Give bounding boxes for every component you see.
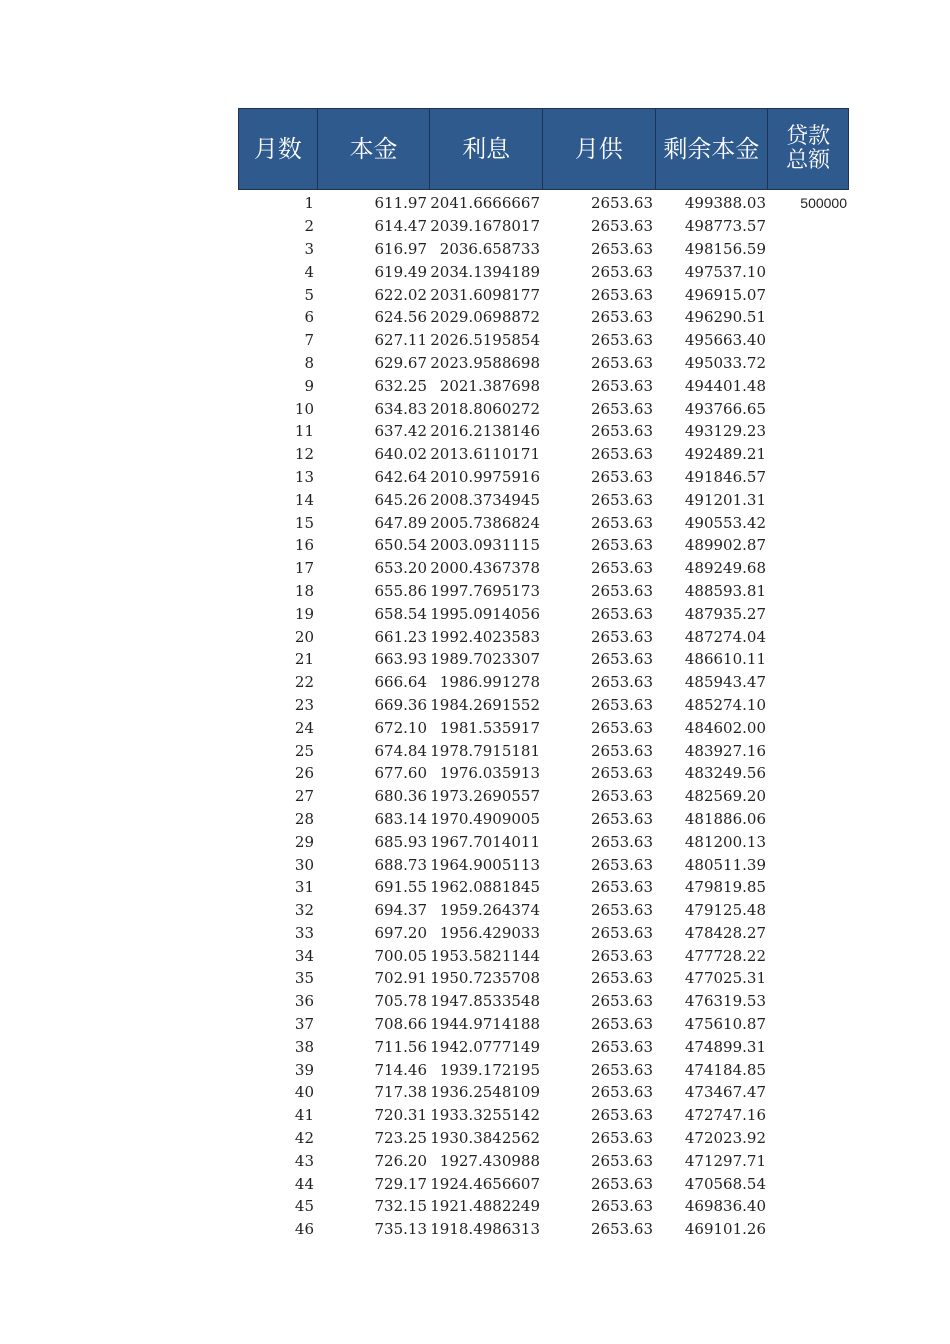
table-row bbox=[238, 853, 849, 876]
cell-payment: 2653.63 bbox=[590, 718, 653, 737]
cell-month: 12 bbox=[294, 445, 314, 464]
cell-interest: 2013.6110171 bbox=[430, 445, 540, 464]
cell-payment: 2653.63 bbox=[590, 1174, 653, 1193]
cell-month: 46 bbox=[294, 1220, 314, 1239]
cell-principal: 735.13 bbox=[374, 1220, 427, 1239]
cell-remaining: 496290.51 bbox=[684, 308, 766, 327]
cell-principal: 720.31 bbox=[374, 1106, 427, 1125]
cell-month: 15 bbox=[294, 513, 314, 532]
cell-interest: 2021.387698 bbox=[439, 376, 540, 395]
cell-payment: 2653.63 bbox=[590, 627, 653, 646]
cell-interest: 2000.4367378 bbox=[430, 559, 540, 578]
cell-interest: 2041.6666667 bbox=[430, 194, 540, 213]
cell-remaining: 493129.23 bbox=[684, 422, 766, 441]
cell-principal: 642.64 bbox=[374, 467, 427, 486]
table-row bbox=[238, 374, 849, 397]
cell-remaining: 489249.68 bbox=[684, 559, 766, 578]
cell-month: 33 bbox=[294, 923, 314, 942]
cell-principal: 632.25 bbox=[374, 376, 427, 395]
table-row bbox=[238, 1081, 849, 1104]
cell-payment: 2653.63 bbox=[590, 445, 653, 464]
cell-remaining: 483249.56 bbox=[684, 764, 766, 783]
cell-payment: 2653.63 bbox=[590, 490, 653, 509]
cell-remaining: 469101.26 bbox=[684, 1220, 766, 1239]
cell-principal: 708.66 bbox=[374, 1015, 427, 1034]
cell-remaining: 481200.13 bbox=[684, 832, 766, 851]
cell-interest: 2005.7386824 bbox=[430, 513, 540, 532]
cell-principal: 619.49 bbox=[374, 262, 427, 281]
cell-remaining: 482569.20 bbox=[684, 787, 766, 806]
cell-month: 24 bbox=[294, 718, 314, 737]
cell-principal: 634.83 bbox=[374, 399, 427, 418]
cell-payment: 2653.63 bbox=[590, 741, 653, 760]
cell-payment: 2653.63 bbox=[590, 1129, 653, 1148]
table-row bbox=[238, 397, 849, 420]
cell-interest: 2018.8060272 bbox=[430, 399, 540, 418]
cell-principal: 680.36 bbox=[374, 787, 427, 806]
table-row bbox=[238, 329, 849, 352]
cell-month: 23 bbox=[294, 695, 314, 714]
table-row bbox=[238, 716, 849, 739]
table-row bbox=[238, 557, 849, 580]
cell-payment: 2653.63 bbox=[590, 992, 653, 1011]
cell-month: 27 bbox=[294, 787, 314, 806]
cell-month: 1 bbox=[304, 194, 314, 213]
header-month: 月数 bbox=[239, 109, 318, 189]
table-row bbox=[238, 625, 849, 648]
cell-interest: 2016.2138146 bbox=[430, 422, 540, 441]
table-row bbox=[238, 1218, 849, 1241]
cell-payment: 2653.63 bbox=[590, 764, 653, 783]
table-row bbox=[238, 580, 849, 603]
header-principal: 本金 bbox=[318, 109, 431, 189]
cell-month: 37 bbox=[294, 1015, 314, 1034]
cell-payment: 2653.63 bbox=[590, 285, 653, 304]
table-row bbox=[238, 443, 849, 466]
table-row bbox=[238, 739, 849, 762]
table-row bbox=[238, 352, 849, 375]
cell-principal: 674.84 bbox=[374, 741, 427, 760]
cell-month: 10 bbox=[294, 399, 314, 418]
cell-interest: 1986.991278 bbox=[439, 673, 540, 692]
cell-principal: 663.93 bbox=[374, 650, 427, 669]
cell-payment: 2653.63 bbox=[590, 331, 653, 350]
cell-month: 8 bbox=[304, 353, 314, 372]
cell-interest: 1978.7915181 bbox=[430, 741, 540, 760]
cell-payment: 2653.63 bbox=[590, 536, 653, 555]
cell-principal: 614.47 bbox=[374, 217, 427, 236]
cell-payment: 2653.63 bbox=[590, 1197, 653, 1216]
cell-principal: 702.91 bbox=[374, 969, 427, 988]
cell-remaining: 479125.48 bbox=[684, 901, 766, 920]
cell-month: 14 bbox=[294, 490, 314, 509]
cell-month: 36 bbox=[294, 992, 314, 1011]
cell-interest: 1964.9005113 bbox=[430, 855, 540, 874]
cell-payment: 2653.63 bbox=[590, 946, 653, 965]
cell-payment: 2653.63 bbox=[590, 422, 653, 441]
cell-interest: 1953.5821144 bbox=[430, 946, 540, 965]
cell-principal: 705.78 bbox=[374, 992, 427, 1011]
cell-remaining: 485943.47 bbox=[684, 673, 766, 692]
cell-remaining: 474899.31 bbox=[684, 1037, 766, 1056]
cell-remaining: 478428.27 bbox=[684, 923, 766, 942]
cell-interest: 1997.7695173 bbox=[430, 581, 540, 600]
cell-payment: 2653.63 bbox=[590, 969, 653, 988]
cell-payment: 2653.63 bbox=[590, 787, 653, 806]
cell-interest: 1942.0777149 bbox=[430, 1037, 540, 1056]
cell-payment: 2653.63 bbox=[590, 353, 653, 372]
cell-remaining: 477025.31 bbox=[684, 969, 766, 988]
cell-interest: 2026.5195854 bbox=[430, 331, 540, 350]
table-row bbox=[238, 1149, 849, 1172]
cell-interest: 2039.1678017 bbox=[430, 217, 540, 236]
cell-month: 29 bbox=[294, 832, 314, 851]
cell-interest: 2031.6098177 bbox=[430, 285, 540, 304]
cell-interest: 1970.4909005 bbox=[430, 809, 540, 828]
cell-principal: 616.97 bbox=[374, 239, 427, 258]
header-monthly-payment: 月供 bbox=[543, 109, 656, 189]
cell-month: 43 bbox=[294, 1151, 314, 1170]
cell-remaining: 497537.10 bbox=[684, 262, 766, 281]
cell-interest: 1962.0881845 bbox=[430, 878, 540, 897]
table-row bbox=[238, 648, 849, 671]
cell-remaining: 477728.22 bbox=[684, 946, 766, 965]
cell-remaining: 473467.47 bbox=[684, 1083, 766, 1102]
cell-payment: 2653.63 bbox=[590, 809, 653, 828]
header-interest: 利息 bbox=[430, 109, 543, 189]
table-row bbox=[238, 488, 849, 511]
cell-month: 4 bbox=[304, 262, 314, 281]
cell-principal: 711.56 bbox=[374, 1037, 427, 1056]
table-row bbox=[238, 1172, 849, 1195]
cell-remaining: 487274.04 bbox=[684, 627, 766, 646]
cell-month: 42 bbox=[294, 1129, 314, 1148]
table-row bbox=[238, 671, 849, 694]
table-row bbox=[238, 785, 849, 808]
cell-interest: 2029.0698872 bbox=[430, 308, 540, 327]
cell-interest: 1989.7023307 bbox=[430, 650, 540, 669]
cell-remaining: 491201.31 bbox=[684, 490, 766, 509]
cell-principal: 655.86 bbox=[374, 581, 427, 600]
cell-remaining: 480511.39 bbox=[684, 855, 766, 874]
cell-remaining: 469836.40 bbox=[684, 1197, 766, 1216]
cell-principal: 645.26 bbox=[374, 490, 427, 509]
cell-payment: 2653.63 bbox=[590, 1037, 653, 1056]
cell-payment: 2653.63 bbox=[590, 604, 653, 623]
cell-principal: 647.89 bbox=[374, 513, 427, 532]
cell-payment: 2653.63 bbox=[590, 1106, 653, 1125]
cell-principal: 666.64 bbox=[374, 673, 427, 692]
cell-remaining: 472747.16 bbox=[684, 1106, 766, 1125]
table-row bbox=[238, 534, 849, 557]
cell-remaining: 470568.54 bbox=[684, 1174, 766, 1193]
cell-month: 17 bbox=[294, 559, 314, 578]
header-remaining-principal: 剩余本金 bbox=[656, 109, 769, 189]
cell-principal: 700.05 bbox=[374, 946, 427, 965]
cell-payment: 2653.63 bbox=[590, 559, 653, 578]
cell-month: 30 bbox=[294, 855, 314, 874]
cell-month: 18 bbox=[294, 581, 314, 600]
cell-interest: 1956.429033 bbox=[439, 923, 540, 942]
table-row bbox=[238, 808, 849, 831]
cell-interest: 1930.3842562 bbox=[430, 1129, 540, 1148]
cell-payment: 2653.63 bbox=[590, 194, 653, 213]
cell-month: 21 bbox=[294, 650, 314, 669]
cell-payment: 2653.63 bbox=[590, 673, 653, 692]
table-row bbox=[238, 283, 849, 306]
cell-principal: 694.37 bbox=[374, 901, 427, 920]
table-row bbox=[238, 420, 849, 443]
cell-month: 9 bbox=[304, 376, 314, 395]
cell-remaining: 486610.11 bbox=[684, 650, 766, 669]
cell-remaining: 475610.87 bbox=[684, 1015, 766, 1034]
cell-principal: 691.55 bbox=[374, 878, 427, 897]
cell-month: 5 bbox=[304, 285, 314, 304]
cell-month: 32 bbox=[294, 901, 314, 920]
cell-principal: 714.46 bbox=[374, 1060, 427, 1079]
cell-principal: 653.20 bbox=[374, 559, 427, 578]
cell-principal: 622.02 bbox=[374, 285, 427, 304]
cell-remaining: 483927.16 bbox=[684, 741, 766, 760]
table-row bbox=[238, 238, 849, 261]
cell-principal: 726.20 bbox=[374, 1151, 427, 1170]
header-loan-total: 贷款 总额 bbox=[786, 124, 831, 173]
cell-payment: 2653.63 bbox=[590, 878, 653, 897]
cell-principal: 624.56 bbox=[374, 308, 427, 327]
table-row bbox=[238, 260, 849, 283]
cell-principal: 677.60 bbox=[374, 764, 427, 783]
cell-interest: 1950.7235708 bbox=[430, 969, 540, 988]
cell-payment: 2653.63 bbox=[590, 1220, 653, 1239]
cell-principal: 640.02 bbox=[374, 445, 427, 464]
cell-month: 19 bbox=[294, 604, 314, 623]
table-row bbox=[238, 306, 849, 329]
cell-interest: 1967.7014011 bbox=[430, 832, 540, 851]
cell-month: 2 bbox=[304, 217, 314, 236]
table-row bbox=[238, 192, 849, 215]
cell-remaining: 479819.85 bbox=[684, 878, 766, 897]
cell-payment: 2653.63 bbox=[590, 217, 653, 236]
cell-remaining: 471297.71 bbox=[684, 1151, 766, 1170]
cell-interest: 2034.1394189 bbox=[430, 262, 540, 281]
cell-interest: 1973.2690557 bbox=[430, 787, 540, 806]
table-row bbox=[238, 215, 849, 238]
cell-payment: 2653.63 bbox=[590, 832, 653, 851]
cell-principal: 650.54 bbox=[374, 536, 427, 555]
cell-principal: 627.11 bbox=[374, 331, 427, 350]
cell-principal: 683.14 bbox=[374, 809, 427, 828]
cell-remaining: 495663.40 bbox=[684, 331, 766, 350]
cell-interest: 1947.8533548 bbox=[430, 992, 540, 1011]
cell-payment: 2653.63 bbox=[590, 308, 653, 327]
cell-payment: 2653.63 bbox=[590, 1083, 653, 1102]
cell-principal: 672.10 bbox=[374, 718, 427, 737]
cell-remaining: 488593.81 bbox=[684, 581, 766, 600]
cell-interest: 1927.430988 bbox=[439, 1151, 540, 1170]
cell-interest: 1944.9714188 bbox=[430, 1015, 540, 1034]
cell-month: 13 bbox=[294, 467, 314, 486]
cell-interest: 1995.0914056 bbox=[430, 604, 540, 623]
cell-month: 22 bbox=[294, 673, 314, 692]
cell-month: 26 bbox=[294, 764, 314, 783]
cell-month: 44 bbox=[294, 1174, 314, 1193]
table-row bbox=[238, 694, 849, 717]
table-row bbox=[238, 1127, 849, 1150]
cell-remaining: 489902.87 bbox=[684, 536, 766, 555]
cell-remaining: 494401.48 bbox=[684, 376, 766, 395]
cell-month: 11 bbox=[294, 422, 314, 441]
cell-month: 6 bbox=[304, 308, 314, 327]
table-row bbox=[238, 1195, 849, 1218]
table-row bbox=[238, 1013, 849, 1036]
cell-principal: 685.93 bbox=[374, 832, 427, 851]
cell-remaining: 490553.42 bbox=[684, 513, 766, 532]
table-row bbox=[238, 511, 849, 534]
cell-remaining: 499388.03 bbox=[684, 194, 766, 213]
cell-payment: 2653.63 bbox=[590, 399, 653, 418]
cell-interest: 1984.2691552 bbox=[430, 695, 540, 714]
cell-principal: 637.42 bbox=[374, 422, 427, 441]
cell-interest: 1959.264374 bbox=[439, 901, 540, 920]
cell-interest: 1933.3255142 bbox=[430, 1106, 540, 1125]
cell-remaining: 498773.57 bbox=[684, 217, 766, 236]
cell-remaining: 491846.57 bbox=[684, 467, 766, 486]
cell-interest: 1918.4986313 bbox=[430, 1220, 540, 1239]
cell-principal: 717.38 bbox=[374, 1083, 427, 1102]
cell-month: 3 bbox=[304, 239, 314, 258]
table-row bbox=[238, 876, 849, 899]
table-row bbox=[238, 990, 849, 1013]
cell-payment: 2653.63 bbox=[590, 695, 653, 714]
cell-remaining: 492489.21 bbox=[684, 445, 766, 464]
cell-payment: 2653.63 bbox=[590, 923, 653, 942]
cell-payment: 2653.63 bbox=[590, 1151, 653, 1170]
cell-payment: 2653.63 bbox=[590, 513, 653, 532]
cell-month: 40 bbox=[294, 1083, 314, 1102]
cell-principal: 611.97 bbox=[374, 194, 427, 213]
table-row bbox=[238, 899, 849, 922]
cell-month: 41 bbox=[294, 1106, 314, 1125]
cell-month: 34 bbox=[294, 946, 314, 965]
cell-remaining: 485274.10 bbox=[684, 695, 766, 714]
cell-interest: 1921.4882249 bbox=[430, 1197, 540, 1216]
cell-month: 45 bbox=[294, 1197, 314, 1216]
cell-payment: 2653.63 bbox=[590, 1015, 653, 1034]
cell-interest: 2036.658733 bbox=[439, 239, 540, 258]
table-row bbox=[238, 762, 849, 785]
cell-remaining: 481886.06 bbox=[684, 809, 766, 828]
table-header bbox=[238, 108, 849, 190]
cell-interest: 1976.035913 bbox=[439, 764, 540, 783]
cell-payment: 2653.63 bbox=[590, 376, 653, 395]
cell-principal: 669.36 bbox=[374, 695, 427, 714]
cell-remaining: 496915.07 bbox=[684, 285, 766, 304]
cell-loan-total: 500000 bbox=[800, 195, 847, 212]
loan-schedule-table bbox=[238, 108, 849, 1241]
cell-interest: 1936.2548109 bbox=[430, 1083, 540, 1102]
table-row bbox=[238, 466, 849, 489]
cell-remaining: 495033.72 bbox=[684, 353, 766, 372]
cell-remaining: 498156.59 bbox=[684, 239, 766, 258]
cell-remaining: 484602.00 bbox=[684, 718, 766, 737]
cell-month: 16 bbox=[294, 536, 314, 555]
cell-payment: 2653.63 bbox=[590, 855, 653, 874]
table-row bbox=[238, 1058, 849, 1081]
cell-interest: 1992.4023583 bbox=[430, 627, 540, 646]
cell-payment: 2653.63 bbox=[590, 262, 653, 281]
cell-principal: 661.23 bbox=[374, 627, 427, 646]
cell-interest: 2008.3734945 bbox=[430, 490, 540, 509]
cell-principal: 658.54 bbox=[374, 604, 427, 623]
cell-payment: 2653.63 bbox=[590, 650, 653, 669]
table-row bbox=[238, 830, 849, 853]
cell-interest: 1924.4656607 bbox=[430, 1174, 540, 1193]
cell-payment: 2653.63 bbox=[590, 467, 653, 486]
cell-principal: 732.15 bbox=[374, 1197, 427, 1216]
cell-month: 20 bbox=[294, 627, 314, 646]
table-row bbox=[238, 602, 849, 625]
cell-remaining: 493766.65 bbox=[684, 399, 766, 418]
table-body bbox=[238, 190, 849, 1241]
cell-month: 7 bbox=[304, 331, 314, 350]
table-row bbox=[238, 967, 849, 990]
cell-month: 38 bbox=[294, 1037, 314, 1056]
cell-payment: 2653.63 bbox=[590, 581, 653, 600]
table-row bbox=[238, 1104, 849, 1127]
cell-interest: 2023.9588698 bbox=[430, 353, 540, 372]
cell-principal: 629.67 bbox=[374, 353, 427, 372]
cell-remaining: 476319.53 bbox=[684, 992, 766, 1011]
cell-principal: 729.17 bbox=[374, 1174, 427, 1193]
cell-remaining: 487935.27 bbox=[684, 604, 766, 623]
cell-principal: 688.73 bbox=[374, 855, 427, 874]
cell-month: 35 bbox=[294, 969, 314, 988]
table-row bbox=[238, 944, 849, 967]
cell-payment: 2653.63 bbox=[590, 239, 653, 258]
cell-interest: 1939.172195 bbox=[439, 1060, 540, 1079]
cell-month: 25 bbox=[294, 741, 314, 760]
cell-payment: 2653.63 bbox=[590, 1060, 653, 1079]
cell-principal: 723.25 bbox=[374, 1129, 427, 1148]
cell-interest: 2003.0931115 bbox=[430, 536, 540, 555]
table-row bbox=[238, 1035, 849, 1058]
cell-interest: 2010.9975916 bbox=[430, 467, 540, 486]
cell-principal: 697.20 bbox=[374, 923, 427, 942]
cell-remaining: 472023.92 bbox=[684, 1129, 766, 1148]
cell-month: 39 bbox=[294, 1060, 314, 1079]
table-row bbox=[238, 922, 849, 945]
cell-month: 28 bbox=[294, 809, 314, 828]
cell-remaining: 474184.85 bbox=[684, 1060, 766, 1079]
cell-interest: 1981.535917 bbox=[439, 718, 540, 737]
cell-month: 31 bbox=[294, 878, 314, 897]
cell-payment: 2653.63 bbox=[590, 901, 653, 920]
